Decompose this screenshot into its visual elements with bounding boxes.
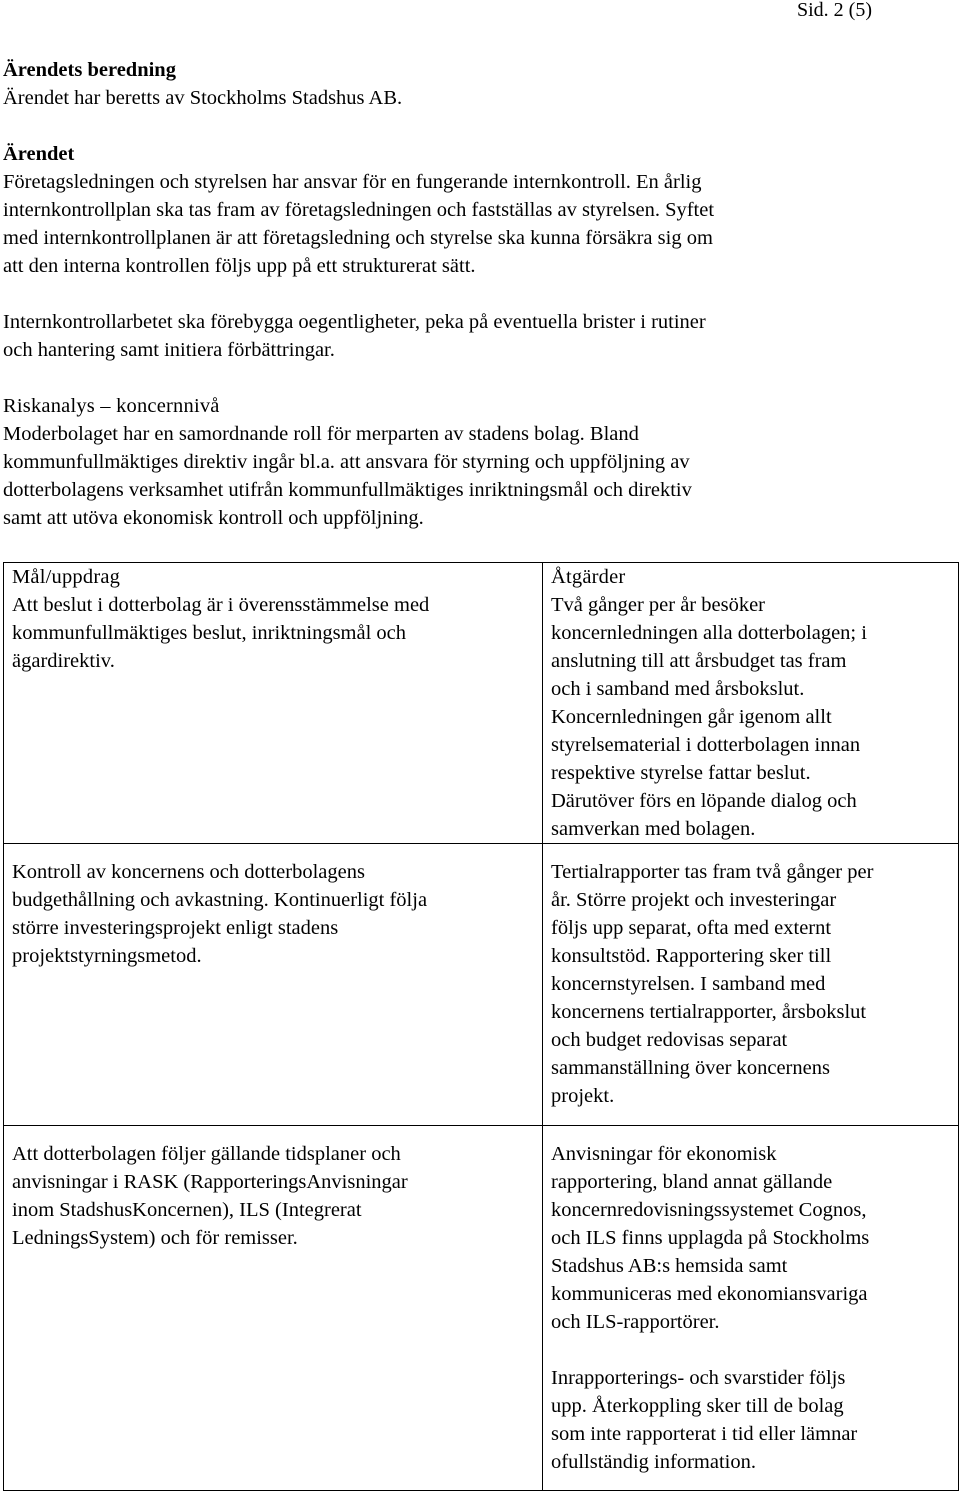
text-line: ofullständig information. (551, 1451, 756, 1473)
text-line: LedningsSystem) och för remisser. (12, 1227, 298, 1249)
text-line: styrelsematerial i dotterbolagen innan (551, 734, 861, 756)
text-line: kommuniceras med ekonomiansvariga (551, 1283, 868, 1305)
action-cell (543, 1126, 959, 1491)
text-line: Moderbolaget har en samordnande roll för merparten av stadens bolag. Bland (3, 423, 639, 445)
goal-text (12, 844, 534, 970)
text-line: och ILS-rapportörer. (551, 1311, 720, 1333)
paragraph-gap (551, 1336, 950, 1364)
text-line: koncernledningen alla dotterbolagen; i (551, 622, 867, 644)
action-cell (543, 844, 959, 1126)
text-line: budgethållning och avkastning. Kontinuerligt följa (12, 889, 428, 911)
riskanalys-paragraph (3, 420, 953, 532)
text-line: Därutöver förs en löpande dialog och (551, 790, 857, 812)
text-line: koncernens tertialrapporter, årsbokslut (551, 1001, 867, 1023)
goal-text (12, 591, 534, 675)
text-line: och ILS finns upplagda på Stockholms (551, 1227, 870, 1249)
text-line: projekt. (551, 1085, 615, 1107)
text-line: samt att utöva ekonomisk kontroll och uppföljning. (3, 507, 424, 529)
text-line: respektive styrelse fattar beslut. (551, 762, 811, 784)
text-line: Kontroll av koncernens och dotterbolagens (12, 861, 365, 883)
arendet-paragraph-2 (3, 308, 953, 364)
text-line: Inrapporterings- och svarstider följs (551, 1367, 846, 1389)
action-text (551, 1126, 950, 1476)
action-text (551, 844, 950, 1110)
text-line: och budget redovisas separat (551, 1029, 788, 1051)
text-line: Koncernledningen går igenom allt (551, 706, 832, 728)
text-line: kommunfullmäktiges direktiv ingår bl.a. att ansvara för styrning och uppföljning av (3, 451, 690, 473)
action-text (551, 591, 950, 843)
text-line: internkontrollplan ska tas fram av företagsledningen och fastställas av styrelsen. Syftet (3, 199, 715, 221)
section-heading-beredning: Ärendets beredning (3, 59, 176, 81)
riskanalys-subheading: Riskanalys – koncernnivå (3, 395, 220, 417)
text-line: inom StadshusKoncernen), ILS (Integrerat (12, 1199, 362, 1221)
text-line: anslutning till att årsbudget tas fram (551, 650, 847, 672)
text-line: samverkan med bolagen. (551, 818, 756, 840)
text-line: upp. Återkoppling sker till de bolag (551, 1395, 844, 1417)
text-line: större investeringsprojekt enligt stadens (12, 917, 339, 939)
table-row (4, 844, 959, 1126)
text-line: ägardirektiv. (12, 650, 115, 672)
text-line: sammanställning över koncernens (551, 1057, 830, 1079)
section-heading-arendet: Ärendet (3, 143, 75, 165)
text-line: som inte rapporterat i tid eller lämnar (551, 1423, 858, 1445)
table-row (4, 563, 959, 844)
text-line: med internkontrollplanen är att företagsledning och styrelse ska kunna försäkra sig om (3, 227, 713, 249)
arendet-paragraph-1 (3, 168, 953, 280)
action-cell (543, 563, 959, 844)
column-header-goal: Mål/uppdrag (12, 566, 121, 588)
beredning-text: Ärendet har beretts av Stockholms Stadshus AB. (3, 87, 403, 109)
text-line: koncernstyrelsen. I samband med (551, 973, 826, 995)
table-row (4, 1126, 959, 1491)
text-line: projektstyrningsmetod. (12, 945, 202, 967)
text-line: anvisningar i RASK (RapporteringsAnvisningar (12, 1171, 408, 1193)
text-line: Företagsledningen och styrelsen har ansvar för en fungerande internkontroll. En årlig (3, 171, 702, 193)
text-line: att den interna kontrollen följs upp på ett strukturerat sätt. (3, 255, 476, 277)
control-table (3, 562, 959, 1491)
text-line: Internkontrollarbetet ska förebygga oegentligheter, peka på eventuella brister i rutiner (3, 311, 706, 333)
text-line: Anvisningar för ekonomisk (551, 1143, 777, 1165)
column-header-actions: Åtgärder (551, 566, 626, 588)
goal-cell (4, 1126, 543, 1491)
text-line: Tertialrapporter tas fram två gånger per (551, 861, 874, 883)
page-number: Sid. 2 (5) (797, 0, 872, 21)
goal-cell (4, 563, 543, 844)
text-line: och hantering samt initiera förbättringar. (3, 339, 335, 361)
goal-text (12, 1126, 534, 1252)
text-line: koncernredovisningssystemet Cognos, (551, 1199, 867, 1221)
text-line: år. Större projekt och investeringar (551, 889, 837, 911)
text-line: Att dotterbolagen följer gällande tidsplaner och (12, 1143, 401, 1165)
text-line: kommunfullmäktiges beslut, inriktningsmål och (12, 622, 407, 644)
text-line: Att beslut i dotterbolag är i överensstämmelse med (12, 594, 430, 616)
text-line: dotterbolagens verksamhet utifrån kommunfullmäktiges inriktningsmål och direktiv (3, 479, 692, 501)
text-line: Två gånger per år besöker (551, 594, 765, 616)
text-line: rapportering, bland annat gällande (551, 1171, 833, 1193)
text-line: Stadshus AB:s hemsida samt (551, 1255, 788, 1277)
text-line: konsultstöd. Rapportering sker till (551, 945, 832, 967)
document-body (3, 56, 953, 532)
text-line: följs upp separat, ofta med externt (551, 917, 832, 939)
text-line: och i samband med årsbokslut. (551, 678, 805, 700)
goal-cell (4, 844, 543, 1126)
